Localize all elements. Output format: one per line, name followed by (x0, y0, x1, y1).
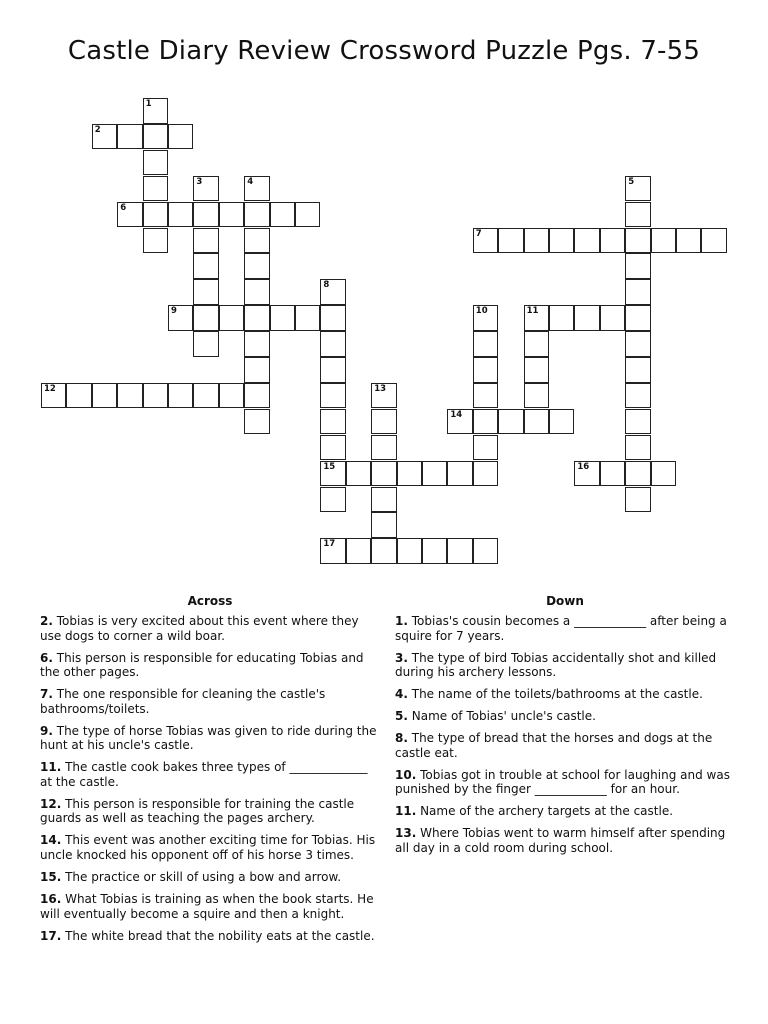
clue-number: 8 (323, 280, 330, 291)
clue-text: The practice or skill of using a bow and arrow. (61, 870, 342, 885)
grid-cell[interactable] (371, 538, 396, 564)
grid-cell[interactable] (625, 253, 650, 279)
clue-number: 3 (196, 176, 203, 187)
grid-cell[interactable] (244, 409, 269, 435)
clue-text: This person is responsible for educating Tobias and the other pages. (40, 650, 364, 680)
grid-cell[interactable] (473, 538, 498, 564)
clue-number: 2. (40, 614, 53, 628)
down-clue (395, 804, 735, 819)
clue-number: 2 (94, 124, 101, 135)
clue-text: Tobias got in trouble at school for laughing and was punished by the finger ____________ for an hour. (395, 767, 730, 797)
grid-cell[interactable] (244, 228, 269, 254)
down-clues (395, 594, 735, 863)
grid-cell[interactable] (193, 305, 218, 331)
clue-number: 8. (395, 731, 408, 746)
across-clue (40, 614, 380, 643)
grid-cell[interactable] (524, 409, 549, 435)
clue-text: This event was another exciting time for Tobias. His uncle knocked his opponent off of his horse 3 times. (40, 833, 376, 863)
grid-cell[interactable] (320, 487, 345, 513)
clue-number: 9 (171, 306, 177, 317)
grid-cell[interactable] (625, 228, 650, 254)
grid-cell[interactable] (346, 461, 371, 487)
grid-cell[interactable] (625, 331, 650, 357)
grid-cell[interactable] (549, 409, 574, 435)
grid-cell[interactable] (498, 228, 523, 254)
clue-text: The one responsible for cleaning the castle's bathrooms/toilets. (40, 687, 326, 716)
grid-cell[interactable] (371, 435, 396, 461)
grid-cell[interactable] (143, 124, 168, 150)
grid-cell[interactable] (346, 538, 371, 564)
clue-number: 9. (40, 723, 53, 738)
grid-cell[interactable] (524, 383, 549, 409)
clue-number: 1 (145, 99, 152, 109)
down-clue (395, 614, 735, 643)
grid-cell[interactable] (320, 435, 345, 461)
clue-number: 10 (475, 306, 488, 317)
grid-cell[interactable] (524, 305, 549, 331)
grid-cell[interactable] (625, 383, 650, 409)
across-clue (40, 870, 380, 885)
clue-number: 13 (374, 383, 387, 394)
grid-cell[interactable] (117, 124, 142, 150)
grid-cell[interactable] (625, 176, 650, 202)
grid-cell[interactable] (143, 150, 168, 176)
grid-cell[interactable] (193, 331, 218, 357)
grid-cell[interactable] (143, 202, 168, 228)
grid-cell[interactable] (92, 124, 117, 150)
grid-cell[interactable] (117, 202, 142, 228)
grid-cell[interactable] (625, 409, 650, 435)
grid-cell[interactable] (574, 228, 599, 254)
clue-text: Name of the archery targets at the castle. (416, 804, 674, 819)
grid-cell[interactable] (41, 383, 66, 409)
clue-text: The castle cook bakes three types of _____________ at the castle. (40, 760, 368, 789)
across-clue (40, 687, 380, 716)
grid-cell[interactable] (473, 461, 498, 487)
across-clue (40, 833, 380, 862)
clue-text: The type of horse Tobias was given to ride during the hunt at his uncle's castle. (40, 723, 377, 753)
grid-cell[interactable] (371, 487, 396, 513)
clue-number: 4. (395, 687, 408, 702)
down-clue (395, 826, 735, 855)
grid-cell[interactable] (447, 538, 472, 564)
grid-cell[interactable] (219, 305, 244, 331)
grid-cell[interactable] (219, 383, 244, 409)
clue-number: 15 (323, 461, 336, 472)
grid-cell[interactable] (524, 331, 549, 357)
clue-number: 11. (40, 760, 62, 775)
down-clue (395, 687, 735, 702)
grid-cell[interactable] (320, 538, 345, 564)
grid-cell[interactable] (168, 305, 193, 331)
grid-cell[interactable] (193, 176, 218, 202)
grid-cell[interactable] (320, 305, 345, 331)
grid-cell[interactable] (320, 409, 345, 435)
grid-cell[interactable] (244, 383, 269, 409)
grid-cell[interactable] (676, 228, 701, 254)
grid-cell[interactable] (473, 331, 498, 357)
clue-number: 13. (395, 826, 417, 841)
clue-text: Tobias's cousin becomes a ____________ after being a squire for 7 years. (395, 614, 727, 643)
clue-number: 5. (395, 709, 408, 724)
grid-cell[interactable] (193, 253, 218, 279)
clue-text: The white bread that the nobility eats at the castle. (61, 928, 375, 943)
clue-number: 11 (526, 306, 539, 317)
clue-text: The type of bird Tobias accidentally shot and killed during his archery lessons. (395, 650, 717, 680)
grid-cell[interactable] (193, 279, 218, 305)
clue-number: 11. (395, 804, 417, 819)
grid-cell[interactable] (524, 228, 549, 254)
clue-number: 17. (40, 928, 62, 943)
clue-number: 3. (395, 650, 408, 665)
grid-cell[interactable] (320, 357, 345, 383)
grid-cell[interactable] (371, 383, 396, 409)
grid-cell[interactable] (168, 383, 193, 409)
grid-cell[interactable] (143, 98, 168, 124)
clue-text: Name of Tobias' uncle's castle. (407, 709, 596, 724)
across-clue (40, 929, 380, 944)
clue-text: This person is responsible for training the castle guards as well as teaching the pages archery. (40, 796, 355, 826)
grid-cell[interactable] (701, 228, 726, 254)
grid-cell[interactable] (320, 279, 345, 305)
grid-cell[interactable] (371, 512, 396, 538)
clue-number: 17 (323, 539, 336, 550)
grid-cell[interactable] (193, 202, 218, 228)
grid-cell[interactable] (244, 305, 269, 331)
grid-cell[interactable] (422, 461, 447, 487)
grid-cell[interactable] (473, 435, 498, 461)
across-clue (40, 892, 380, 921)
grid-cell[interactable] (600, 461, 625, 487)
clue-text: What Tobias is training as when the book starts. He will eventually become a squire and then a knight. (40, 892, 374, 921)
across-heading: Across (187, 594, 233, 608)
grid-cell[interactable] (117, 383, 142, 409)
grid-cell[interactable] (244, 176, 269, 202)
grid-cell[interactable] (397, 461, 422, 487)
grid-cell[interactable] (447, 461, 472, 487)
grid-cell[interactable] (320, 383, 345, 409)
grid-cell[interactable] (473, 357, 498, 383)
grid-cell[interactable] (625, 461, 650, 487)
grid-cell[interactable] (600, 305, 625, 331)
grid-cell[interactable] (625, 305, 650, 331)
page-title: Castle Diary Review Crossword Puzzle Pgs. 7-55 (67, 36, 701, 66)
grid-cell[interactable] (473, 305, 498, 331)
grid-cell[interactable] (524, 357, 549, 383)
down-clue (395, 709, 735, 724)
clue-number: 12. (40, 796, 62, 811)
down-clue (395, 768, 735, 797)
grid-cell[interactable] (270, 305, 295, 331)
clue-text: Where Tobias went to warm himself after spending all day in a cold room during school. (395, 826, 726, 855)
down-clue (395, 731, 735, 760)
across-clue (40, 797, 380, 826)
grid-cell[interactable] (371, 461, 396, 487)
down-heading: Down (546, 594, 584, 608)
clue-number: 7 (475, 228, 482, 239)
grid-cell[interactable] (651, 461, 676, 487)
clue-text: Tobias is very excited about this event where they use dogs to corner a wild boar. (40, 614, 359, 643)
grid-cell[interactable] (244, 357, 269, 383)
grid-cell[interactable] (193, 228, 218, 254)
grid-cell[interactable] (244, 202, 269, 228)
grid-cell[interactable] (625, 435, 650, 461)
clue-number: 14 (450, 409, 463, 420)
clue-number: 16. (40, 892, 62, 907)
grid-cell[interactable] (244, 331, 269, 357)
clue-number: 16 (577, 461, 590, 472)
down-clue (395, 651, 735, 680)
grid-cell[interactable] (651, 228, 676, 254)
grid-cell[interactable] (498, 409, 523, 435)
grid-cell[interactable] (473, 228, 498, 254)
grid-cell[interactable] (625, 279, 650, 305)
clue-number: 14. (40, 833, 62, 848)
grid-cell[interactable] (295, 202, 320, 228)
grid-cell[interactable] (143, 176, 168, 202)
clue-text: The name of the toilets/bathrooms at the castle. (407, 687, 703, 702)
grid-cell[interactable] (320, 461, 345, 487)
grid-cell[interactable] (320, 331, 345, 357)
clue-number: 4 (247, 176, 254, 187)
grid-cell[interactable] (473, 383, 498, 409)
grid-cell[interactable] (270, 202, 295, 228)
grid-cell[interactable] (168, 124, 193, 150)
across-clue (40, 724, 380, 753)
grid-cell[interactable] (219, 202, 244, 228)
clue-number: 7. (40, 687, 53, 702)
across-clue (40, 651, 380, 680)
clue-text: The type of bread that the horses and dogs at the castle eat. (395, 731, 713, 760)
grid-cell[interactable] (143, 228, 168, 254)
across-clue (40, 760, 380, 789)
grid-cell[interactable] (371, 409, 396, 435)
grid-cell[interactable] (473, 409, 498, 435)
clue-number: 10. (395, 767, 417, 782)
grid-cell[interactable] (574, 461, 599, 487)
grid-cell[interactable] (447, 409, 472, 435)
grid-cell[interactable] (625, 202, 650, 228)
clue-number: 6. (40, 650, 53, 665)
clue-number: 15. (40, 870, 62, 885)
grid-cell[interactable] (92, 383, 117, 409)
grid-cell[interactable] (66, 383, 91, 409)
grid-cell[interactable] (625, 487, 650, 513)
grid-cell[interactable] (244, 279, 269, 305)
grid-cell[interactable] (168, 202, 193, 228)
grid-cell[interactable] (549, 305, 574, 331)
clue-number: 5 (628, 176, 635, 187)
grid-cell[interactable] (397, 538, 422, 564)
grid-cell[interactable] (193, 383, 218, 409)
grid-cell[interactable] (574, 305, 599, 331)
grid-cell[interactable] (549, 228, 574, 254)
grid-cell[interactable] (625, 357, 650, 383)
grid-cell[interactable] (244, 253, 269, 279)
grid-cell[interactable] (422, 538, 447, 564)
clue-number: 1. (395, 614, 408, 628)
grid-cell[interactable] (600, 228, 625, 254)
across-clues (40, 594, 380, 951)
grid-cell[interactable] (295, 305, 320, 331)
grid-cell[interactable] (143, 383, 168, 409)
clue-number: 6 (120, 202, 127, 213)
clue-number: 12 (44, 383, 56, 394)
